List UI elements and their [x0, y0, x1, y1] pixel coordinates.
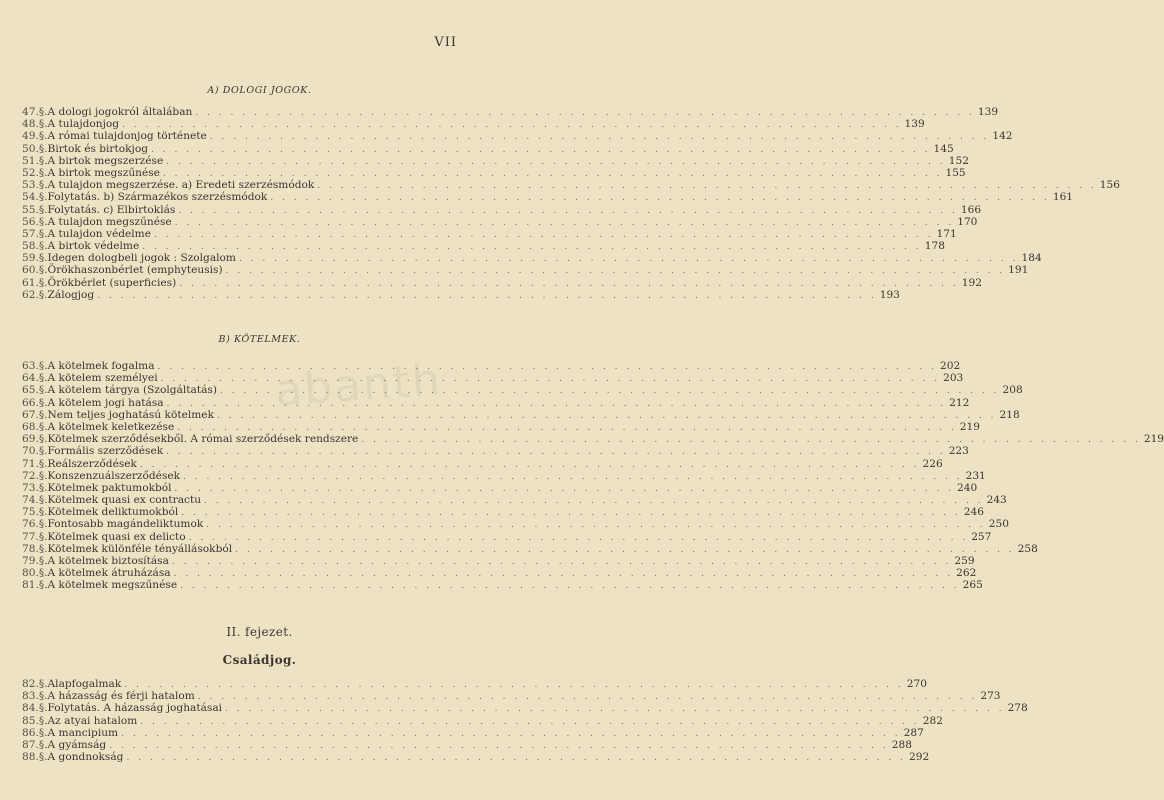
entry-page: 219 [1143, 433, 1164, 446]
dot-leader [195, 107, 975, 119]
paragraph-sign: §. [38, 252, 48, 265]
entry-page: 270 [906, 678, 927, 690]
entry-title: Folytatás. b) Származékos szerzésmódok [47, 191, 268, 204]
section-a-list [22, 106, 1121, 301]
dot-leader [172, 556, 952, 568]
dot-leader [180, 580, 960, 592]
entry-title: A dologi jogokról általában [47, 106, 193, 118]
dot-leader [189, 532, 969, 544]
dot-leader [317, 180, 1097, 192]
toc-entry [22, 118, 925, 131]
paragraph-sign: §. [38, 518, 48, 531]
paragraph-sign: §. [38, 579, 48, 592]
dot-leader [183, 471, 963, 483]
entry-title: Alapfogalmak [47, 678, 122, 690]
paragraph-sign: §. [38, 408, 48, 421]
entry-title: A kötelmek megszűnése [47, 579, 178, 592]
entry-page: 288 [891, 738, 912, 751]
paragraph-sign: §. [38, 542, 48, 555]
entry-number: 73. [22, 481, 39, 494]
entry-page: 250 [988, 518, 1010, 531]
toc-entry [22, 142, 954, 155]
entry-number: 72. [22, 469, 39, 482]
entry-number: 49. [22, 130, 39, 143]
entry-page: 139 [977, 106, 999, 118]
entry-page: 170 [957, 215, 978, 228]
entry-page: 265 [962, 579, 983, 592]
chapter-heading: II. fejezet. [226, 625, 293, 639]
entry-number: 65. [22, 384, 39, 397]
paragraph-sign: §. [38, 191, 48, 204]
dot-leader [142, 241, 922, 253]
entry-page: 142 [992, 130, 1013, 143]
entry-number: 54. [22, 191, 39, 204]
dot-leader [204, 495, 984, 507]
entry-title: Folytatás. c) Elbirtoklás [47, 203, 176, 216]
entry-title: Konszenzuálszerződések [47, 469, 181, 482]
dot-leader [181, 507, 961, 519]
paragraph-sign: §. [38, 481, 48, 494]
entry-number: 62. [22, 288, 39, 301]
entry-title: A tulajdon védelme [47, 227, 151, 240]
dot-leader [154, 229, 934, 241]
entry-title: Kötelmek quasi ex contractu [47, 494, 202, 507]
entry-number: 55. [22, 203, 39, 216]
dot-leader [124, 679, 904, 691]
entry-page: 155 [945, 166, 966, 179]
entry-page: 178 [924, 240, 945, 253]
page-number: VII [434, 35, 457, 50]
entry-page: 184 [1021, 252, 1042, 265]
dot-leader [239, 253, 1019, 265]
entry-title: A birtok védelme [47, 240, 140, 253]
entry-number: 83. [22, 690, 39, 703]
toc-entry [22, 191, 1074, 204]
entry-page: 208 [1002, 384, 1023, 397]
entry-number: 79. [22, 555, 39, 567]
toc-entry [22, 678, 927, 690]
entry-number: 81. [22, 579, 39, 592]
entry-number: 88. [22, 751, 39, 764]
entry-number: 69. [22, 433, 39, 446]
paragraph-sign: §. [38, 360, 48, 372]
entry-number: 51. [22, 154, 39, 167]
entry-number: 84. [22, 702, 39, 715]
entry-page: 231 [965, 469, 986, 482]
entry-page: 166 [960, 203, 982, 216]
toc-entry [22, 227, 957, 240]
toc-entry [22, 276, 982, 289]
toc-entry [22, 203, 982, 216]
entry-number: 61. [22, 276, 39, 289]
toc-entry [22, 506, 985, 519]
entry-number: 77. [22, 530, 39, 543]
entry-title: Kötelmek quasi ex delicto [47, 530, 186, 543]
toc-entry [22, 264, 1029, 277]
entry-title: Zálogjog [47, 288, 95, 301]
dot-leader [210, 131, 990, 143]
entry-page: 212 [949, 396, 970, 409]
paragraph-sign: §. [38, 714, 48, 727]
entry-title: Idegen dologbeli jogok : Szolgalom [47, 252, 236, 265]
toc-entry [22, 179, 1121, 192]
toc-entry [22, 567, 977, 580]
paragraph-sign: §. [38, 372, 48, 385]
entry-number: 63. [22, 360, 39, 372]
entry-page: 278 [1007, 702, 1028, 715]
dot-leader [175, 483, 955, 495]
paragraph-sign: §. [38, 567, 48, 580]
toc-entry [22, 726, 924, 739]
dot-leader [97, 290, 877, 302]
paragraph-sign: §. [38, 751, 48, 764]
entry-page: 257 [971, 530, 992, 543]
paragraph-sign: §. [38, 506, 48, 519]
paragraph-sign: §. [38, 215, 48, 228]
entry-title: A római tulajdonjog története [47, 130, 207, 143]
entry-title: Nem teljes joghatású kötelmek [47, 408, 214, 421]
entry-title: A birtok megszerzése [47, 154, 164, 167]
entry-page: 287 [903, 726, 924, 739]
entry-page: 139 [904, 118, 925, 131]
entry-title: A tulajdonjog [47, 118, 120, 131]
toc-entry [22, 288, 900, 301]
entry-title: Kötelmek paktumokból [47, 481, 172, 494]
entry-title: Kötelmek különféle tényállásokból [47, 542, 233, 555]
toc-entry [22, 215, 978, 228]
entry-title: A gondnokság [47, 751, 124, 764]
dot-leader [140, 716, 920, 728]
toc-entry [22, 445, 969, 458]
paragraph-sign: §. [38, 106, 48, 118]
entry-number: 78. [22, 542, 39, 555]
entry-page: 156 [1099, 179, 1121, 192]
toc-entry [22, 130, 1013, 143]
paragraph-sign: §. [38, 420, 48, 433]
entry-page: 145 [933, 142, 954, 155]
entry-title: Formális szerződések [47, 445, 164, 458]
dot-leader [174, 568, 954, 580]
entry-number: 68. [22, 420, 39, 433]
entry-number: 70. [22, 445, 39, 458]
toc-entry [22, 252, 1042, 265]
paragraph-sign: §. [38, 154, 48, 167]
paragraph-sign: §. [38, 690, 48, 703]
entry-number: 67. [22, 408, 39, 421]
toc-entry [22, 530, 992, 543]
toc-entry [22, 166, 966, 179]
entry-title: Folytatás. A házasság joghatásai [47, 702, 223, 715]
entry-page: 292 [908, 751, 930, 764]
entry-page: 240 [957, 481, 978, 494]
entry-title: A kötelem személyei [47, 372, 158, 385]
paragraph-sign: §. [38, 264, 48, 277]
entry-number: 60. [22, 264, 39, 277]
entry-title: A kötelmek biztosítása [47, 555, 169, 567]
paragraph-sign: §. [38, 166, 48, 179]
dot-leader [226, 265, 1006, 277]
toc-entry [22, 518, 1010, 531]
entry-title: A kötelmek fogalma [47, 360, 155, 372]
toc-entry [22, 714, 944, 727]
paragraph-sign: §. [38, 118, 48, 131]
entry-number: 48. [22, 118, 39, 131]
toc-entry [22, 433, 1164, 446]
paragraph-sign: §. [38, 738, 48, 751]
entry-title: Az atyai hatalom [47, 714, 138, 727]
entry-page: 193 [879, 288, 900, 301]
entry-number: 47. [22, 106, 39, 118]
section-b-title: B) KÖTELMEK. [218, 334, 301, 345]
dot-leader [235, 544, 1015, 556]
paragraph-sign: §. [38, 726, 48, 739]
entry-number: 58. [22, 240, 39, 253]
entry-page: 219 [959, 420, 980, 433]
dot-leader [109, 740, 889, 752]
toc-entry [22, 542, 1038, 555]
entry-page: 161 [1052, 191, 1074, 204]
toc-entry [22, 408, 1020, 421]
entry-number: 85. [22, 714, 39, 727]
entry-page: 202 [940, 360, 961, 372]
entry-number: 53. [22, 179, 39, 192]
paragraph-sign: §. [38, 702, 48, 715]
paragraph-sign: §. [38, 445, 48, 458]
entry-page: 203 [943, 372, 964, 385]
entry-number: 50. [22, 142, 39, 155]
paragraph-sign: §. [38, 203, 48, 216]
entry-page: 223 [948, 445, 969, 458]
entry-page: 246 [963, 506, 985, 519]
watermark: abanth [273, 354, 444, 417]
entry-number: 57. [22, 227, 39, 240]
entry-title: Örökhaszonbérlet (emphyteusis) [47, 264, 223, 277]
toc-entry [22, 469, 986, 482]
toc-entry [22, 738, 912, 751]
entry-number: 74. [22, 494, 39, 507]
paragraph-sign: §. [38, 457, 48, 470]
dot-leader [270, 192, 1050, 204]
entry-number: 52. [22, 166, 39, 179]
entry-page: 226 [922, 457, 943, 470]
dot-leader [166, 446, 946, 458]
entry-number: 66. [22, 396, 39, 409]
entry-page: 152 [948, 154, 969, 167]
dot-leader [206, 519, 986, 531]
dot-leader [122, 119, 902, 131]
entry-title: Örökbérlet (superficies) [47, 276, 177, 289]
entry-title: A gyámság [47, 738, 107, 751]
entry-number: 64. [22, 372, 39, 385]
entry-title: A kötelem jogi hatása [47, 396, 164, 409]
entry-number: 71. [22, 457, 39, 470]
toc-entry [22, 481, 978, 494]
toc-entry [22, 555, 975, 567]
dot-leader [198, 691, 978, 703]
paragraph-sign: §. [38, 130, 48, 143]
entry-title: A mancipium [47, 726, 119, 739]
toc-entry [22, 702, 1028, 715]
paragraph-sign: §. [38, 179, 48, 192]
entry-number: 59. [22, 252, 39, 265]
paragraph-sign: §. [38, 555, 48, 567]
entry-title: A tulajdon megszűnése [47, 215, 172, 228]
paragraph-sign: §. [38, 384, 48, 397]
entry-title: A házasság és férji hatalom [47, 690, 195, 703]
entry-title: Fontosabb magándeliktumok [47, 518, 204, 531]
dot-leader [361, 434, 1141, 446]
dot-leader [140, 459, 920, 471]
toc-entry [22, 420, 980, 433]
chapter-list [22, 678, 1028, 764]
entry-title: A birtok megszűnése [47, 166, 160, 179]
dot-leader [121, 728, 901, 740]
paragraph-sign: §. [38, 240, 48, 253]
entry-number: 75. [22, 506, 39, 519]
paragraph-sign: §. [38, 142, 48, 155]
paragraph-sign: §. [38, 433, 48, 446]
dot-leader [175, 217, 955, 229]
toc-entry [22, 579, 983, 592]
entry-title: A kötelem tárgya (Szolgáltatás) [47, 384, 217, 397]
toc-entry [22, 751, 930, 764]
dot-leader [126, 752, 906, 764]
entry-number: 80. [22, 567, 39, 580]
entry-title: A kötelmek keletkezése [47, 420, 175, 433]
entry-number: 56. [22, 215, 39, 228]
entry-page: 243 [986, 494, 1007, 507]
entry-title: Kötelmek deliktumokból [47, 506, 179, 519]
toc-entry [22, 240, 945, 253]
toc-entry [22, 154, 969, 167]
entry-number: 87. [22, 738, 39, 751]
entry-page: 171 [936, 227, 957, 240]
entry-page: 258 [1017, 542, 1038, 555]
entry-title: Kötelmek szerződésekből. A római szerződések rendszere [47, 433, 359, 446]
entry-number: 76. [22, 518, 39, 531]
entry-page: 218 [999, 408, 1020, 421]
chapter-subtitle: Családjog. [222, 653, 297, 667]
paragraph-sign: §. [38, 494, 48, 507]
dot-leader [178, 205, 958, 217]
toc-entry [22, 494, 1007, 507]
toc-entry [22, 457, 943, 470]
paragraph-sign: §. [38, 469, 48, 482]
toc-entry [22, 690, 1001, 703]
entry-page: 259 [954, 555, 975, 567]
entry-title: Reálszerződések [47, 457, 137, 470]
entry-page: 262 [956, 567, 977, 580]
entry-page: 192 [961, 276, 982, 289]
entry-number: 82. [22, 678, 39, 690]
paragraph-sign: §. [38, 678, 48, 690]
section-a-title: A) DOLOGI JOGOK. [207, 85, 312, 96]
dot-leader [225, 703, 1005, 715]
dot-leader [151, 144, 931, 156]
entry-number: 86. [22, 726, 39, 739]
dot-leader [166, 156, 946, 168]
entry-page: 191 [1008, 264, 1029, 277]
entry-title: Birtok és birtokjog [47, 142, 148, 155]
toc-entry [22, 106, 999, 118]
entry-page: 273 [980, 690, 1001, 703]
paragraph-sign: §. [38, 227, 48, 240]
entry-title: A kötelmek átruházása [47, 567, 171, 580]
paragraph-sign: §. [38, 276, 48, 289]
paragraph-sign: §. [38, 530, 48, 543]
entry-page: 282 [922, 714, 944, 727]
entry-title: A tulajdon megszerzése. a) Eredeti szerzésmódok [47, 179, 315, 192]
paragraph-sign: §. [38, 396, 48, 409]
dot-leader [179, 278, 959, 290]
paragraph-sign: §. [38, 288, 48, 301]
